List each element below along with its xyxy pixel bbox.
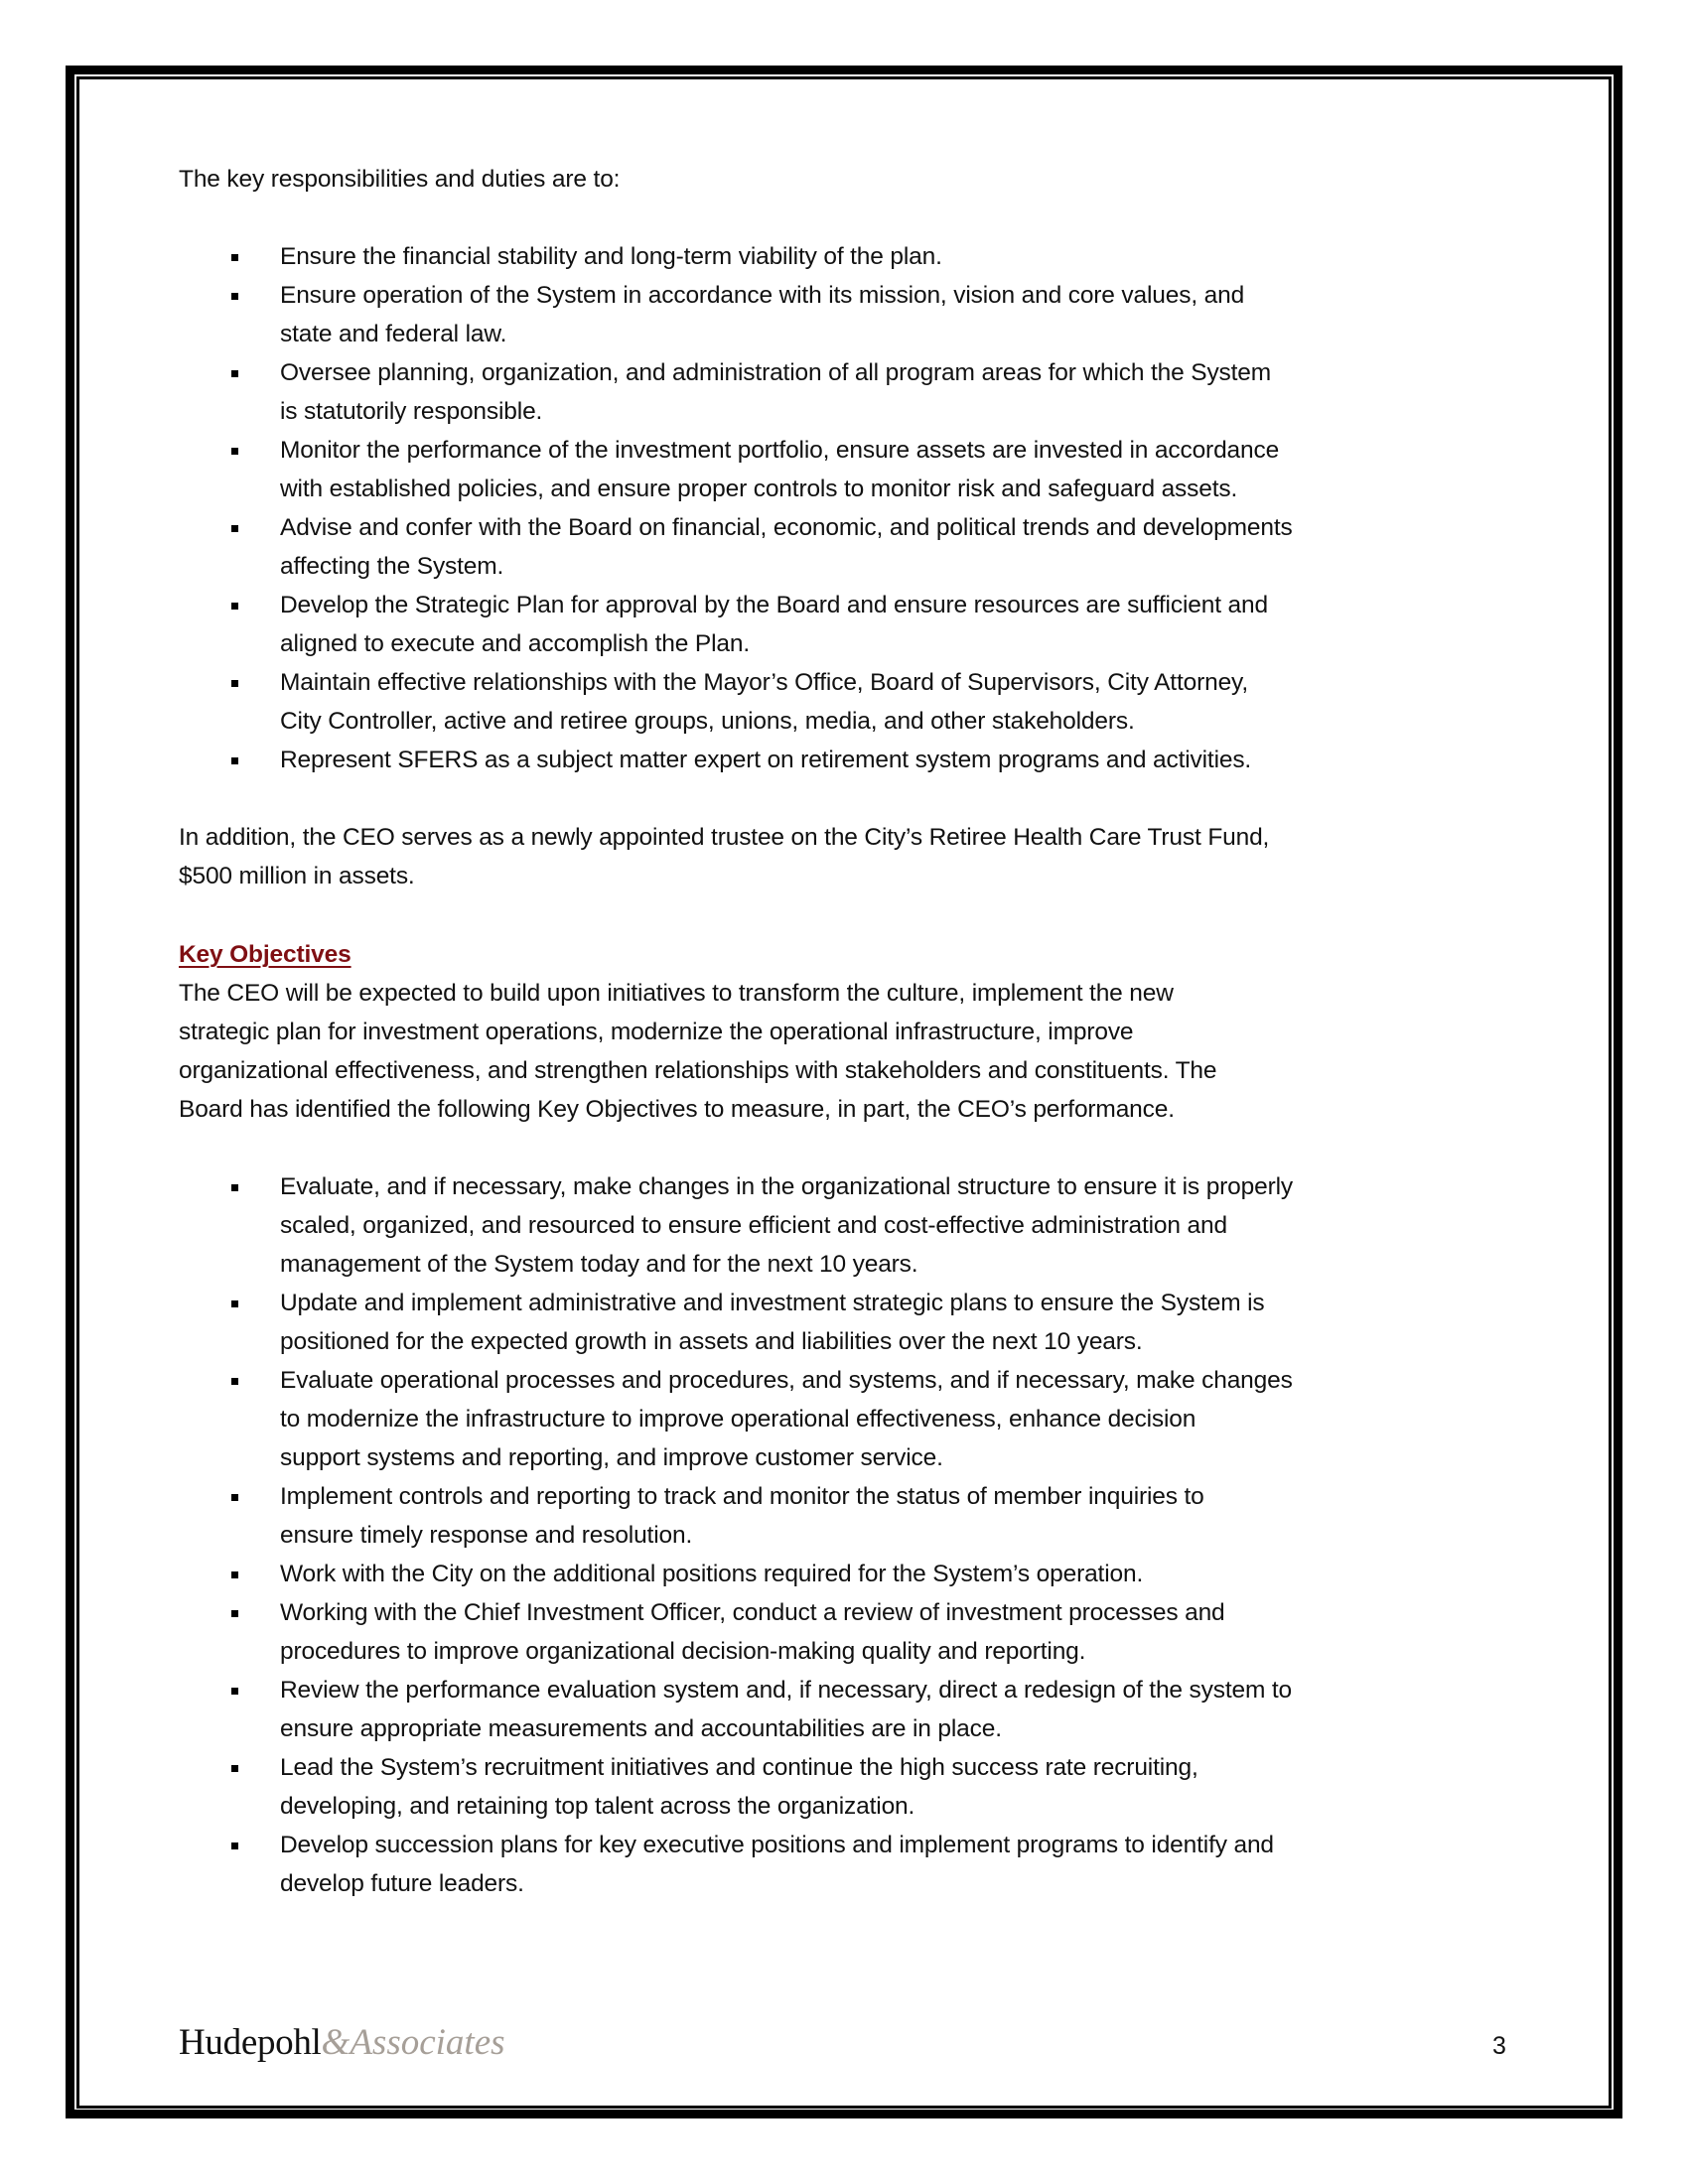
bullet-icon (231, 293, 238, 300)
bullet-icon (231, 603, 238, 610)
objective-item: Work with the City on the additional positions required for the System’s operation. (280, 1561, 1144, 1587)
objective-item: Implement controls and reporting to track and monitor the status of member inquiries to (280, 1483, 1204, 1510)
objective-item: Update and implement administrative and investment strategic plans to ensure the System is (280, 1290, 1265, 1316)
bullet-icon (231, 370, 238, 377)
bullet-icon (231, 448, 238, 455)
objective-item: Develop succession plans for key executive positions and implement programs to identify and (280, 1832, 1274, 1858)
responsibility-item: Represent SFERS as a subject matter expert on retirement system programs and activities. (280, 747, 1252, 773)
bullet-icon (231, 1571, 238, 1578)
objective-item: ensure timely response and resolution. (280, 1522, 693, 1549)
responsibility-item: Maintain effective relationships with the Mayor’s Office, Board of Supervisors, City Attorney, (280, 669, 1248, 696)
objective-item: Evaluate, and if necessary, make changes in the organizational structure to ensure it is properly (280, 1173, 1294, 1200)
responsibility-item: state and federal law. (280, 321, 507, 347)
bullet-icon (231, 1843, 238, 1849)
responsibility-item: Ensure the financial stability and long-term viability of the plan. (280, 243, 942, 270)
responsibility-item: City Controller, active and retiree groups, unions, media, and other stakeholders. (280, 708, 1135, 735)
objective-item: ensure appropriate measurements and accountabilities are in place. (280, 1715, 1002, 1742)
responsibility-item: Ensure operation of the System in accordance with its mission, vision and core values, and (280, 282, 1245, 309)
key-objectives-heading: Key Objectives (179, 941, 352, 968)
bullet-icon (231, 1494, 238, 1501)
bullet-icon (231, 1688, 238, 1695)
key-objectives-intro-line: The CEO will be expected to build upon initiatives to transform the culture, implement the new (179, 980, 1174, 1007)
logo-ampersand: & (321, 2022, 351, 2063)
bullet-icon (231, 757, 238, 764)
objective-item: positioned for the expected growth in assets and liabilities over the next 10 years. (280, 1328, 1143, 1355)
key-objectives-intro-line: strategic plan for investment operations, modernize the operational infrastructure, improve (179, 1019, 1134, 1045)
key-objectives-intro-line: organizational effectiveness, and strengthen relationships with stakeholders and constituents. The (179, 1057, 1217, 1084)
objective-item: support systems and reporting, and improve customer service. (280, 1444, 943, 1471)
objective-item: to modernize the infrastructure to improve operational effectiveness, enhance decision (280, 1406, 1196, 1433)
responsibility-item: with established policies, and ensure proper controls to monitor risk and safeguard assets. (280, 476, 1238, 502)
logo-associates: Associates (350, 2022, 505, 2063)
responsibility-item: affecting the System. (280, 553, 504, 580)
objective-item: develop future leaders. (280, 1870, 524, 1897)
bullet-icon (231, 1300, 238, 1307)
responsibility-item: Oversee planning, organization, and administration of all program areas for which the System (280, 359, 1272, 386)
responsibility-item: Monitor the performance of the investment portfolio, ensure assets are invested in accordance (280, 437, 1280, 464)
objective-item: scaled, organized, and resourced to ensure efficient and cost-effective administration and (280, 1212, 1227, 1239)
bullet-icon (231, 1378, 238, 1385)
intro-text: The key responsibilities and duties are to: (179, 166, 621, 193)
addition-line: In addition, the CEO serves as a newly appointed trustee on the City’s Retiree Health Care Trust Fund, (179, 824, 1270, 851)
objective-item: Evaluate operational processes and procedures, and systems, and if necessary, make changes (280, 1367, 1293, 1394)
objective-item: Review the performance evaluation system and, if necessary, direct a redesign of the system to (280, 1677, 1293, 1704)
responsibility-item: Develop the Strategic Plan for approval by the Board and ensure resources are sufficient and (280, 592, 1268, 618)
company-logo (179, 2021, 505, 2065)
responsibility-item: is statutorily responsible. (280, 398, 543, 425)
page-number: 3 (1492, 2032, 1506, 2060)
key-objectives-intro-line: Board has identified the following Key Objectives to measure, in part, the CEO’s performance. (179, 1096, 1175, 1123)
bullet-icon (231, 1184, 238, 1191)
objective-item: procedures to improve organizational decision-making quality and reporting. (280, 1638, 1086, 1665)
responsibility-item: Advise and confer with the Board on financial, economic, and political trends and developments (280, 514, 1293, 541)
bullet-icon (231, 1765, 238, 1772)
objective-item: developing, and retaining top talent across the organization. (280, 1793, 915, 1820)
bullet-icon (231, 680, 238, 687)
objective-item: management of the System today and for the next 10 years. (280, 1251, 918, 1278)
logo-name: Hudepohl (179, 2022, 322, 2063)
bullet-icon (231, 254, 238, 261)
addition-line: $500 million in assets. (179, 863, 415, 889)
objective-item: Working with the Chief Investment Officer, conduct a review of investment processes and (280, 1599, 1225, 1626)
bullet-icon (231, 525, 238, 532)
responsibility-item: aligned to execute and accomplish the Plan. (280, 630, 750, 657)
objective-item: Lead the System’s recruitment initiatives and continue the high success rate recruiting, (280, 1754, 1198, 1781)
bullet-icon (231, 1610, 238, 1617)
